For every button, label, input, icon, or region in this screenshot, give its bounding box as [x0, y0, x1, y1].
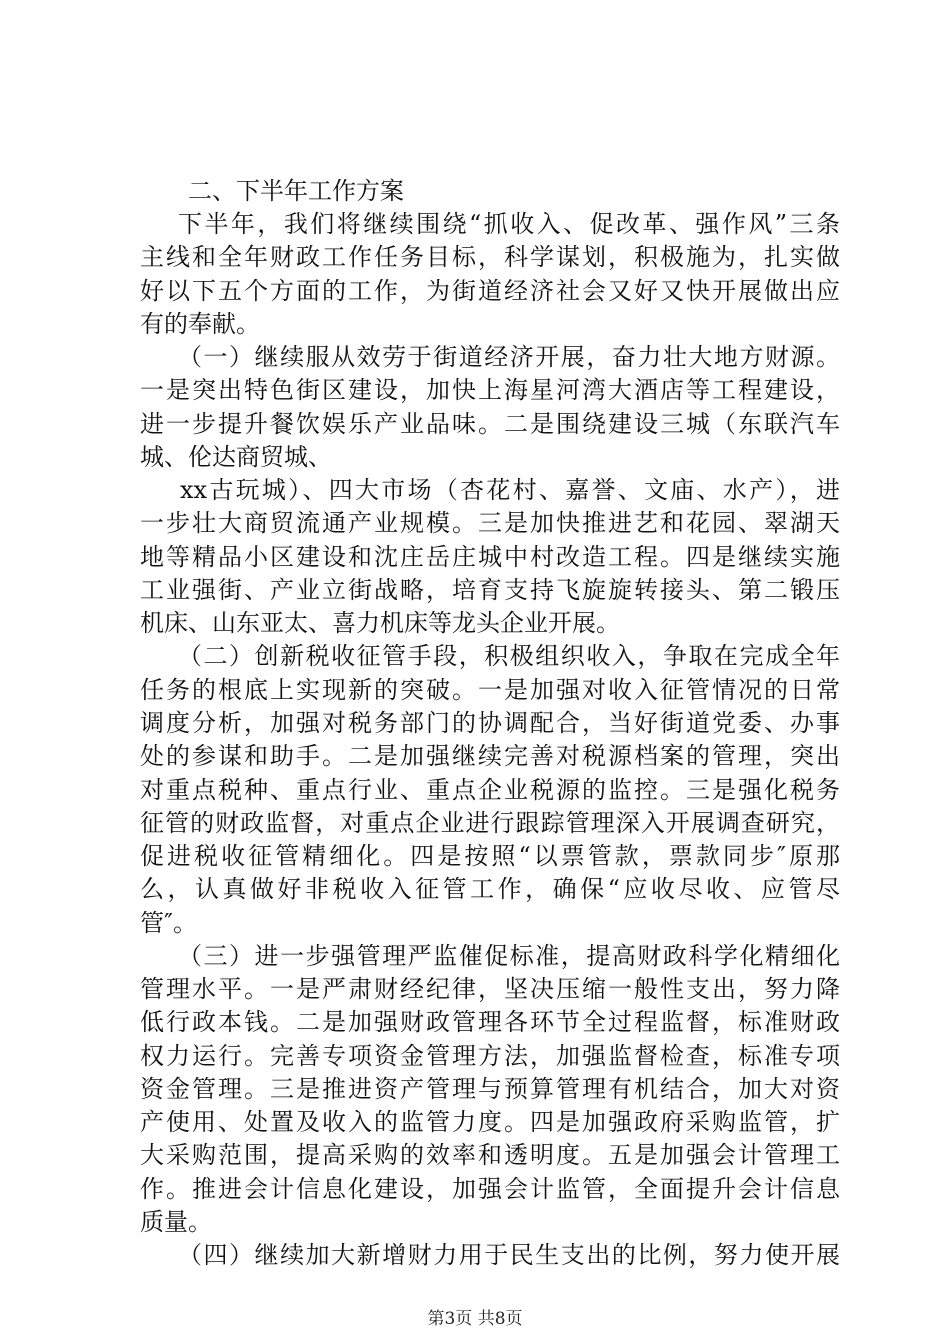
- paragraph-line: （二）创新税收征管手段，积极组织收入，争取在完成全年: [178, 642, 840, 670]
- paragraph-line: 工业强街、产业立街战略，培育支持飞旋旋转接头、第二锻压: [140, 576, 840, 604]
- paragraph-line: 产使用、处置及收入的监管力度。四是加强政府采购监管，扩: [140, 1108, 840, 1136]
- paragraph-line: 一步壮大商贸流通产业规模。三是加快推进艺和花园、翠湖天: [140, 509, 840, 537]
- paragraph-line: 城、伦达商贸城、: [140, 443, 332, 471]
- paragraph-line: xx古玩城）、四大市场（杏花村、嘉誉、文庙、水产），进: [180, 476, 840, 504]
- paragraph-line: 管″。: [140, 909, 197, 937]
- paragraph-line: 下半年，我们将继续围绕“抓收入、促改革、强作风”三条: [178, 210, 840, 238]
- paragraph-line: 低行政本钱。二是加强财政管理各环节全过程监督，标准财政: [140, 1008, 840, 1036]
- paragraph-line: 有的奉献。: [140, 310, 260, 338]
- paragraph-line: 主线和全年财政工作任务目标，科学谋划，积极施为，扎实做: [140, 243, 840, 271]
- paragraph-line: 一是突出特色街区建设，加快上海星河湾大酒店等工程建设，: [140, 376, 840, 404]
- paragraph-line: 质量。: [140, 1208, 212, 1236]
- paragraph-line: 权力运行。完善专项资金管理方法，加强监督检查，标准专项: [140, 1042, 840, 1070]
- paragraph-line: 调度分析，加强对税务部门的协调配合，当好街道党委、办事: [140, 709, 840, 737]
- paragraph-line: （三）进一步强管理严监催促标准，提高财政科学化精细化: [178, 942, 840, 970]
- paragraph-line: 机床、山东亚太、喜力机床等龙头企业开展。: [140, 609, 620, 637]
- paragraph-line: （四）继续加大新增财力用于民生支出的比例，努力使开展: [178, 1241, 840, 1269]
- paragraph-line: 管理水平。一是严肃财经纪律，坚决压缩一般性支出，努力降: [140, 975, 840, 1003]
- paragraph-line: 处的参谋和助手。二是加强继续完善对税源档案的管理，突出: [140, 742, 840, 770]
- paragraph-line: 作。推进会计信息化建设，加强会计监管，全面提升会计信息: [140, 1175, 840, 1203]
- paragraph-line: 好以下五个方面的工作，为街道经济社会又好又快开展做出应: [140, 277, 840, 305]
- paragraph-line: 大采购范围，提高采购的效率和透明度。五是加强会计管理工: [140, 1141, 840, 1169]
- paragraph-line: 促进税收征管精细化。四是按照“以票管款，票款同步″原那: [140, 842, 840, 870]
- page-number-footer: 第3页 共8页: [427, 1309, 523, 1329]
- paragraph-line: 资金管理。三是推进资产管理与预算管理有机结合，加大对资: [140, 1075, 840, 1103]
- paragraph-line: 征管的财政监督，对重点企业进行跟踪管理深入开展调查研究，: [140, 809, 840, 837]
- paragraph-line: 对重点税种、重点行业、重点企业税源的监控。三是强化税务: [140, 776, 840, 804]
- paragraph-line: 任务的根底上实现新的突破。一是加强对收入征管情况的日常: [140, 676, 840, 704]
- section-heading: 二、下半年工作方案: [188, 177, 404, 205]
- paragraph-line: 进一步提升餐饮娱乐产业品味。二是围绕建设三城（东联汽车: [140, 410, 840, 438]
- paragraph-line: 么，认真做好非税收入征管工作，确保“应收尽收、应管尽: [140, 875, 840, 903]
- paragraph-line: 地等精品小区建设和沈庄岳庄城中村改造工程。四是继续实施: [140, 543, 840, 571]
- paragraph-line: （一）继续服从效劳于街道经济开展，奋力壮大地方财源。: [178, 343, 840, 371]
